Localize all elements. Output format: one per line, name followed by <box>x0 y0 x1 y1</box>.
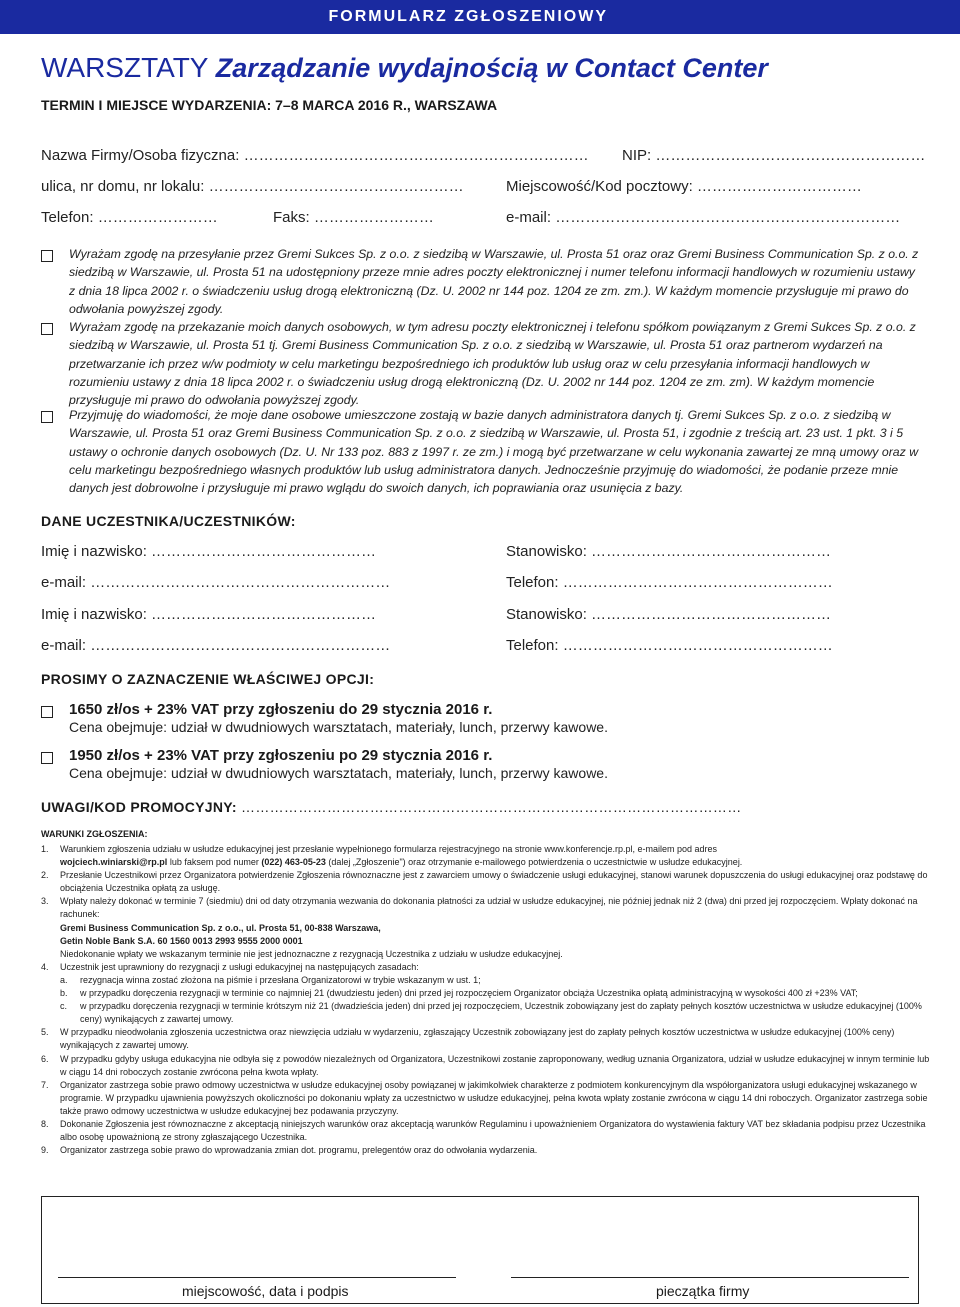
terms-number: 6. <box>41 1053 49 1064</box>
terms-item <box>41 1144 931 1157</box>
bank-account-number: Getin Noble Bank S.A. 60 1560 0013 2993 9555 2000 0001 <box>60 935 303 946</box>
fax-field[interactable] <box>273 209 434 226</box>
terms-text: Wpłaty należy dokonać w terminie 7 (siedmiu) dni od daty otrzymania wezwania do dokonania płatności za udział w usłudze edukacyjnej, nie później jednak niż 2 (dwa) dni przed jej rozpoczęciem. Wpłaty dokonać na rachunek: <box>60 896 918 920</box>
terms-number: 2. <box>41 870 49 881</box>
terms-text: Niedokonanie wpłaty we wskazanym terminie nie jest jednoznaczne z rezygnacją Uczestnika z udziału w usłudze edukacyjnej. <box>60 948 563 959</box>
participants-heading: DANE UCZESTNIKA/UCZESTNIKÓW: <box>41 513 296 529</box>
option-2-checkbox[interactable] <box>41 752 53 764</box>
terms-text: Dokonanie Zgłoszenia jest równoznaczne z akceptacją niniejszych warunków oraz akceptacją warunków Regulaminu i upoważnieniem Organizatora do wystawienia faktury VAT bez składania podpisu przez Uczestnika albo osobę upoważnioną ze strony zgłaszającego Uczestnika. <box>60 1118 926 1143</box>
option-1-desc: Cena obejmuje: udział w dwudniowych warsztatach, materiały, lunch, przerwy kawowe. <box>69 719 608 735</box>
terms-text: W przypadku gdyby usługa edukacyjna nie odbyła się z powodów niezależnych od Organizatora, Uczestnikowi zostanie zaproponowany, według uznania Organizatora, udział w usłudze edukacyjnej w innym terminie lub w ciągu 14 dni roboczych zostanie zwrócona pełna kwota wpłaty. <box>60 1053 930 1077</box>
participant-1-position-field[interactable] <box>506 543 831 560</box>
street-field[interactable] <box>41 178 464 195</box>
stamp-label: pieczątka firmy <box>656 1283 750 1299</box>
signature-label: miejscowość, data i podpis <box>182 1283 349 1299</box>
consent-2-text: Wyrażam zgodę na przekazanie moich danych osobowych, w tym adresu poczty elektronicznej i telefonu spółkom powiązanym z Gremi Sukces Sp. z o.o. z siedzibą w Warszawie, ul. Prosta 51 tj. Gremi Business Communication Sp. z o.o. z siedzibą w Warszawie, ul. Prosta 51 oraz partnerom wydarzeń na przetwarzanie ich przez w/w podmioty w celu marketingu bezpośredniego ich produktów lub usług oraz w celu przesyłania informacji handlowych w rozumieniu ustawy z dnia 18 lipca 2002 r. o świadczeniu usług drogą elektroniczną (Dz. U. 2002 nr 144 poz. 1204 ze zm. zm). W każdym momencie przysługuje mi prawo do odwołania powyższej zgody. <box>69 320 916 408</box>
city-field[interactable] <box>506 178 862 195</box>
terms-text: lub faksem pod numer <box>167 857 262 868</box>
terms-text: Przesłanie Uczestnikowi przez Organizatora potwierdzenie Zgłoszenia równoznaczne jest z zawarciem umowy o świadczenie usługi edukacyjnej, stanowi warunek dopuszczenia do usługi edukacyjnej oraz podstawę do obciążenia Uczestnika opłatą za usługę. <box>60 870 928 894</box>
participant-email-dots: …………………………………………………… <box>90 574 391 591</box>
terms-number: 9. <box>41 1145 49 1156</box>
fax-dots: …………………… <box>313 209 434 226</box>
participant-position-label: Stanowisko: <box>506 606 587 623</box>
participant-email-label: e-mail: <box>41 574 87 591</box>
participant-email-label: e-mail: <box>41 637 87 654</box>
page-title <box>41 52 768 84</box>
company-name-dots: …………………………………………………………… <box>243 147 589 164</box>
terms-text: Warunkiem zgłoszenia udziału w usłudze edukacyjnej jest przesłanie wypełnionego formularza rejestracyjnego na stronie www.konferencje.rp.pl, e-mailem pod adres <box>60 844 717 854</box>
terms-text: Organizator zastrzega sobie prawo do wprowadzania zmian dot. programu, prelegentów oraz do odwołania wydarzenia. <box>60 1145 538 1156</box>
terms-item <box>41 1118 931 1144</box>
consent-1-text: Wyrażam zgodę na przesyłanie przez Gremi Sukces Sp. z o.o. z siedzibą w Warszawie, ul. Prosta 51 oraz oraz Gremi Business Communication Sp. z o.o. z siedzibą w Warszawie, ul. Prosta 51 na udostępniony przeze mnie adres poczty elektronicznej i numer telefonu informacji handlowych w rozumieniu ustawy z dnia 18 lipca 2002 r. o świadczeniu usług drogą elektroniczną (Dz. U. 2002 nr 144 poz. 1204 ze zm. zm.). W każdym momencie przysługuje mi prawo do odwołania powyższej zgody. <box>69 247 919 316</box>
title-topic: Zarządzanie wydajnością w Contact Center <box>215 53 768 83</box>
terms-subletter: a. <box>60 974 68 985</box>
participant-name-label: Imię i nazwisko: <box>41 543 147 560</box>
email-dots: …………………………………………………………… <box>555 209 901 226</box>
street-dots: …………………………………………… <box>208 178 464 195</box>
header-banner <box>0 0 960 34</box>
participant-position-dots: ………………………………………… <box>591 606 832 623</box>
banner-title: FORMULARZ ZGŁOSZENIOWY <box>328 8 608 25</box>
company-name-field[interactable] <box>41 147 589 164</box>
terms-subletter: b. <box>60 988 68 999</box>
participant-email-dots: …………………………………………………… <box>90 637 391 654</box>
street-label: ulica, nr domu, nr lokalu: <box>41 178 205 195</box>
nip-label: NIP: <box>622 147 652 164</box>
terms-number: 4. <box>41 961 49 972</box>
option-2-desc: Cena obejmuje: udział w dwudniowych warsztatach, materiały, lunch, przerwy kawowe. <box>69 765 608 781</box>
participant-2-email-field[interactable] <box>41 637 390 654</box>
terms-item <box>41 1053 931 1079</box>
terms-number: 5. <box>41 1027 49 1038</box>
organizer-fax: (022) 463-05-23 <box>261 857 326 868</box>
signature-box[interactable] <box>41 1196 919 1304</box>
participant-position-label: Stanowisko: <box>506 543 587 560</box>
promo-code-field[interactable] <box>41 799 742 815</box>
participant-phone-label: Telefon: <box>506 637 559 654</box>
phone-dots: …………………… <box>97 209 218 226</box>
title-prefix: WARSZTATY <box>41 52 216 83</box>
email-field[interactable] <box>506 209 900 226</box>
terms-text: (dalej „Zgłoszenie") oraz otrzymanie e-mailowego potwierdzenia o uczestnictwie w usłudze edukacyjnej. <box>325 857 743 868</box>
terms-subletter: c. <box>60 1001 68 1012</box>
participant-2-name-field[interactable] <box>41 606 376 623</box>
terms-number: 1. <box>41 844 49 854</box>
participant-phone-dots: ……………………………………………… <box>562 637 833 654</box>
participant-1-name-field[interactable] <box>41 543 376 560</box>
participant-phone-dots: ……………………………………………… <box>562 574 833 591</box>
event-term: TERMIN I MIEJSCE WYDARZENIA: 7–8 MARCA 2016 R., WARSZAWA <box>41 97 498 113</box>
signature-line <box>58 1277 456 1278</box>
fax-label: Faks: <box>273 209 310 226</box>
nip-dots: ……………………………………………… <box>655 147 926 164</box>
terms-item <box>41 961 931 974</box>
terms-subitem <box>41 987 931 1000</box>
consent-1-checkbox[interactable] <box>41 250 53 262</box>
terms-subitem <box>41 974 931 987</box>
participant-name-label: Imię i nazwisko: <box>41 606 147 623</box>
participant-2-position-field[interactable] <box>506 606 831 623</box>
terms-text: Uczestnik jest uprawniony do rezygnacji z usługi edukacyjnej na następujących zasadach: <box>60 961 419 972</box>
participant-phone-label: Telefon: <box>506 574 559 591</box>
organizer-email: wojciech.winiarski@rp.pl <box>60 857 168 868</box>
terms-number: 8. <box>41 1118 49 1129</box>
consent-3-checkbox[interactable] <box>41 411 53 423</box>
participant-name-dots: ……………………………………… <box>151 543 377 560</box>
phone-label: Telefon: <box>41 209 94 226</box>
terms-text: W przypadku nieodwołania zgłoszenia uczestnictwa oraz niewzięcia udziału w wydarzeniu, zgłaszający Uczestnik zobowiązany jest do zapłaty pełnych kosztów uczestnictwa w usłudze edukacyjnej (100% ceny) wynikających z zawartej umowy. <box>60 1027 895 1051</box>
email-label: e-mail: <box>506 209 552 226</box>
participant-1-phone-field[interactable] <box>506 574 833 591</box>
terms-list <box>41 843 931 1157</box>
terms-text: w przypadku doręczenia rezygnacji w terminie krótszym niż 21 (dwadzieścia jeden) dni przed jej rozpoczęciem, Uczestnik zobowiązany jest do zapłaty pełnych kosztów uczestnictwa w usłudze edukacyjnej (100% ceny) wynikających z zawartej umowy. <box>80 1001 922 1025</box>
terms-text: rezygnacja winna zostać złożona na piśmie i przesłana Organizatorowi w trybie wskazanym w ust. 1; <box>80 974 481 985</box>
terms-item <box>41 843 931 869</box>
terms-item <box>41 1079 931 1118</box>
participant-position-dots: ………………………………………… <box>591 543 832 560</box>
city-dots: …………………………… <box>696 178 862 195</box>
terms-item <box>41 1026 931 1052</box>
terms-heading: WARUNKI ZGŁOSZENIA: <box>41 829 148 839</box>
participant-1-email-field[interactable] <box>41 574 390 591</box>
nip-field[interactable] <box>622 147 925 164</box>
terms-subitem <box>41 1000 931 1026</box>
terms-number: 7. <box>41 1079 49 1090</box>
participant-name-dots: ……………………………………… <box>151 606 377 623</box>
city-label: Miejscowość/Kod pocztowy: <box>506 178 693 195</box>
promo-dots: …………………………………………………………………………………………… <box>241 799 742 815</box>
option-1-price: 1650 zł/os + 23% VAT przy zgłoszeniu do 29 stycznia 2016 r. <box>69 701 493 718</box>
consent-2-checkbox[interactable] <box>41 323 53 335</box>
option-2-price: 1950 zł/os + 23% VAT przy zgłoszeniu po 29 stycznia 2016 r. <box>69 747 493 764</box>
company-name-label: Nazwa Firmy/Osoba fizyczna: <box>41 147 240 164</box>
terms-text: w przypadku doręczenia rezygnacji w terminie co najmniej 21 (dwudziestu jeden) dni przed jej rozpoczęciem Organizator obciąża Uczestnika opłatą administracyjną w wysokości 400 zł +23% VAT; <box>80 988 858 999</box>
participant-2-phone-field[interactable] <box>506 637 833 654</box>
terms-text <box>60 856 742 869</box>
terms-item <box>41 895 931 960</box>
terms-number: 3. <box>41 896 49 907</box>
terms-text: Organizator zastrzega sobie prawo odmowy uczestnictwa w usłudze edukacyjnej osoby powiązanej w jakimkolwiek charakterze z podmiotem konkurencyjnym dla współorganizatora usługi edukacyjnej wskazanego w programie. W przypadku ujawnienia powyższych okoliczności po dokonaniu wpłaty za uczestnictwo w usłudze edukacyjnej, pełna kwota wpłaty zostanie zwrócona w ciągu 14 dni roboczych. Organizator zastrzega sobie także prawo odmowy uczestnictwa w usłudze edukacyjnej bez podawania przyczyny. <box>60 1079 928 1116</box>
terms-item <box>41 869 931 895</box>
phone-field[interactable] <box>41 209 218 226</box>
options-heading: PROSIMY O ZAZNACZENIE WŁAŚCIWEJ OPCJI: <box>41 671 375 687</box>
promo-label: UWAGI/KOD PROMOCYJNY: <box>41 799 237 815</box>
consent-3-text: Przyjmuję do wiadomości, że moje dane osobowe umieszczone zostają w bazie danych administratora danych tj. Gremi Sukces Sp. z o.o. z siedzibą w Warszawie, ul. Prosta 51 oraz Gremi Business Communication Sp. z o.o. z siedzibą w Warszawie, ul. Prosta 51, i zgodnie z treścią art. 23 ust. 1 pkt. 3 i 5 ustawy o ochronie danych osobowych (Dz. U. Nr 133 poz. 883 z 1997 r. ze zm.) i mogą być przetwarzane w celu wykonania zawartej ze mną umowy oraz w celu marketingu bezpośredniego własnych produktów lub usług administratora danych. Jednocześnie przyjmuję do wiadomości, że podanie przeze mnie danych jest dobrowolne i przysługuje mi prawo wglądu do swoich danych, ich poprawiania oraz usunięcia z bazy. <box>69 408 919 496</box>
option-1-checkbox[interactable] <box>41 706 53 718</box>
bank-account-holder: Gremi Business Communication Sp. z o.o., ul. Prosta 51, 00-838 Warszawa, <box>60 922 381 933</box>
stamp-line <box>511 1277 909 1278</box>
